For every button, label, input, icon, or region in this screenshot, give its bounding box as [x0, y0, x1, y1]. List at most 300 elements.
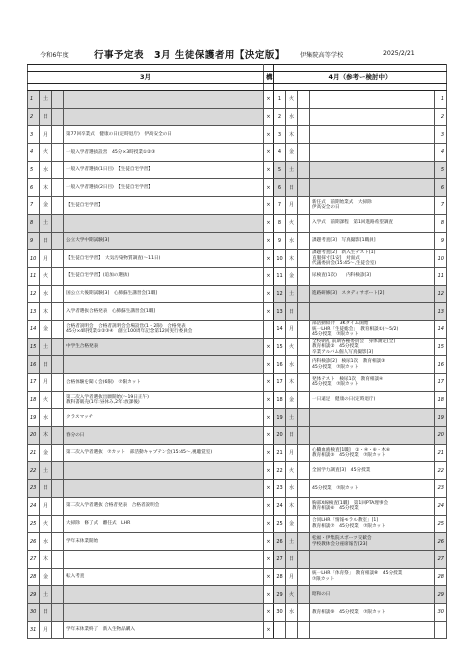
march-day-number: 5: [28, 161, 40, 179]
schedule-row: [28, 250, 447, 268]
april-weekday: 月: [286, 320, 298, 338]
april-day-number: 6: [274, 179, 286, 197]
march-spacer: [52, 144, 64, 162]
april-weekday: 金: [286, 515, 298, 533]
april-event: 松福・伊集院スポーツ交歓会 学校教休会分座席報告[23]: [310, 533, 435, 551]
april-weekday: 水: [286, 108, 298, 126]
april-spacer: [298, 250, 310, 268]
school-name: 伊集院高等学校: [300, 52, 344, 59]
april-spacer: [298, 515, 310, 533]
april-event: [310, 91, 435, 109]
march-weekday: 土: [40, 462, 52, 480]
march-event: 一般入学者選抜(2日目) 【生徒自宅学習】: [64, 179, 264, 197]
april-spacer: [298, 533, 310, 551]
availability-mark: ×: [264, 409, 274, 427]
march-event: 合格体験を聞く会(6限) ⑦限カット: [64, 374, 264, 392]
april-spacer: [298, 214, 310, 232]
april-day-number-right: 1: [435, 91, 447, 109]
schedule-row: [28, 427, 447, 445]
april-event: [310, 126, 435, 144]
april-event: 胸部X線検査[1職] 第1回PTA理事会 教育相談⑥ 45分授業: [310, 497, 435, 515]
availability-mark: ×: [264, 550, 274, 568]
april-spacer: [298, 480, 310, 498]
april-day-number: 10: [274, 250, 286, 268]
march-spacer: [52, 480, 64, 498]
april-event: 内科検診[2] 検尿1次 教育相談③ 45分授業 ⑦限カット: [310, 356, 435, 374]
schedule-row: [28, 179, 447, 197]
april-event: [310, 550, 435, 568]
availability-mark: ×: [264, 480, 274, 498]
availability-mark: ×: [264, 91, 274, 109]
march-weekday: 金: [40, 444, 52, 462]
april-day-number-right: 12: [435, 285, 447, 303]
april-day-number: 2: [274, 108, 286, 126]
april-event: 全校朝礼 前期各種委員会 身体測定[全] 教育相談② 45分授業 卒業アルバム個人写真撮影[3]: [310, 338, 435, 356]
schedule-row: [28, 568, 447, 586]
march-weekday: 火: [40, 515, 52, 533]
march-spacer: [52, 320, 64, 338]
march-day-number: 9: [28, 232, 40, 250]
april-day-number-right: 30: [435, 603, 447, 621]
schedule-row: [28, 497, 447, 515]
april-weekday: 水: [286, 480, 298, 498]
sub-gap-row: [28, 84, 447, 91]
april-day-number-right: [435, 621, 447, 639]
march-event: [64, 603, 264, 621]
schedule-row: [28, 374, 447, 392]
march-weekday: 金: [40, 197, 52, 215]
april-event: 課題考査[3] 写真撮影[1職員]: [310, 232, 435, 250]
april-event: [310, 427, 435, 445]
march-day-number: 2: [28, 108, 40, 126]
availability-mark: ×: [264, 161, 274, 179]
april-day-number-right: 18: [435, 391, 447, 409]
march-event: 一般入学者選抜設営 45分×3時授業①②③: [64, 144, 264, 162]
march-event: 公立大学中期試験[3]: [64, 232, 264, 250]
april-day-number: 19: [274, 409, 286, 427]
march-day-number: 23: [28, 480, 40, 498]
april-spacer: [298, 285, 310, 303]
march-day-number: 27: [28, 550, 40, 568]
april-day-number-right: 28: [435, 568, 447, 586]
march-spacer: [52, 515, 64, 533]
april-weekday: 木: [286, 126, 298, 144]
april-event: [310, 409, 435, 427]
availability-mark: ×: [264, 586, 274, 604]
april-day-number-right: 26: [435, 533, 447, 551]
availability-mark: ×: [264, 391, 274, 409]
march-spacer: [52, 356, 64, 374]
april-event: 統一LHR「体育祭」 教育相談⑧ 45分授業 ⑦限カット: [310, 568, 435, 586]
schedule-row: [28, 197, 447, 215]
march-spacer: [52, 197, 64, 215]
march-event: [64, 550, 264, 568]
april-weekday: 火: [286, 462, 298, 480]
april-day-number: [274, 621, 286, 639]
april-weekday: 土: [286, 161, 298, 179]
april-weekday: 土: [286, 285, 298, 303]
march-day-number: 26: [28, 533, 40, 551]
march-event: [64, 586, 264, 604]
march-event: 学年末休業開始: [64, 533, 264, 551]
schedule-row: [28, 409, 447, 427]
march-day-number: 17: [28, 374, 40, 392]
march-event: 大掃除 修了式 離任式 LHR: [64, 515, 264, 533]
march-day-number: 21: [28, 444, 40, 462]
march-day-number: 12: [28, 285, 40, 303]
april-day-number-right: 13: [435, 303, 447, 321]
april-weekday: 火: [286, 91, 298, 109]
availability-mark: ×: [264, 179, 274, 197]
april-spacer: [298, 374, 310, 392]
april-spacer: [298, 179, 310, 197]
march-weekday: 土: [40, 338, 52, 356]
schedule-row: [28, 91, 447, 109]
march-day-number: 13: [28, 303, 40, 321]
availability-mark: ×: [264, 356, 274, 374]
mid-column-header: 構: [264, 72, 274, 84]
march-header: 3月: [28, 72, 264, 84]
schedule-row: [28, 232, 447, 250]
march-day-number: 3: [28, 126, 40, 144]
availability-mark: [264, 320, 274, 338]
march-spacer: [52, 161, 64, 179]
availability-mark: ×: [264, 250, 274, 268]
availability-mark: ×: [264, 232, 274, 250]
availability-mark: ×: [264, 126, 274, 144]
april-spacer: [298, 91, 310, 109]
april-event: 心臓血液検査[1職] ①・④・⑥・木⑥ 教育相談⑤ 45分授業 ⑦限カット: [310, 444, 435, 462]
march-weekday: 月: [40, 374, 52, 392]
march-weekday: 月: [40, 126, 52, 144]
march-weekday: 金: [40, 320, 52, 338]
april-event: 一日遠足 健康の日(定時退庁): [310, 391, 435, 409]
march-day-number: 20: [28, 427, 40, 445]
april-day-number-right: 17: [435, 374, 447, 392]
march-weekday: 月: [40, 621, 52, 639]
march-day-number: 30: [28, 603, 40, 621]
april-spacer: [298, 497, 310, 515]
march-spacer: [52, 427, 64, 445]
march-weekday: 水: [40, 533, 52, 551]
march-spacer: [52, 338, 64, 356]
march-spacer: [52, 374, 64, 392]
april-day-number: 9: [274, 232, 286, 250]
march-day-number: 4: [28, 144, 40, 162]
april-spacer: [298, 161, 310, 179]
march-event: 中学生合格発表: [64, 338, 264, 356]
march-weekday: 金: [40, 568, 52, 586]
april-weekday: 火: [286, 586, 298, 604]
april-spacer: [298, 568, 310, 586]
april-event: 進路研修[3] スタディサポート[2]: [310, 285, 435, 303]
april-spacer: [298, 197, 310, 215]
april-day-number: 17: [274, 374, 286, 392]
march-spacer: [52, 232, 64, 250]
april-weekday: 木: [286, 250, 298, 268]
april-event: 尿検査(1次) 内科検診[3]: [310, 267, 435, 285]
april-spacer: [298, 391, 310, 409]
april-event: 部活動紹介 3Kタイム開始 統一LHR「生徒総会」 教育相談①(～5/2) 45分授業 ⑦限カット: [310, 320, 435, 338]
april-spacer: [298, 338, 310, 356]
april-day-number: 5: [274, 161, 286, 179]
april-event: 入学式 前期課程 第1回進路希望調査: [310, 214, 435, 232]
april-day-number: 27: [274, 550, 286, 568]
march-weekday: 水: [40, 409, 52, 427]
march-event: [64, 91, 264, 109]
april-weekday: 金: [286, 391, 298, 409]
april-spacer: [298, 621, 310, 639]
april-day-number: 13: [274, 303, 286, 321]
april-day-number: 12: [274, 285, 286, 303]
april-spacer: [298, 108, 310, 126]
april-day-number: 28: [274, 568, 286, 586]
schedule-row: [28, 320, 447, 338]
march-spacer: [52, 303, 64, 321]
schedule-row: [28, 550, 447, 568]
schedule-row: [28, 285, 447, 303]
availability-mark: ×: [264, 497, 274, 515]
march-event: 春分の日: [64, 427, 264, 445]
march-spacer: [52, 91, 64, 109]
march-weekday: 月: [40, 250, 52, 268]
april-day-number-right: 2: [435, 108, 447, 126]
april-weekday: 日: [286, 550, 298, 568]
march-weekday: 木: [40, 179, 52, 197]
schedule-row: [28, 533, 447, 551]
march-weekday: 日: [40, 356, 52, 374]
availability-mark: ×: [264, 568, 274, 586]
april-weekday: 火: [286, 338, 298, 356]
april-day-number-right: 27: [435, 550, 447, 568]
march-weekday: 木: [40, 550, 52, 568]
april-weekday: 日: [286, 303, 298, 321]
april-spacer: [298, 232, 310, 250]
april-weekday: 金: [286, 267, 298, 285]
schedule-row: [28, 603, 447, 621]
march-spacer: [52, 586, 64, 604]
april-day-number-right: 9: [435, 232, 447, 250]
april-spacer: [298, 320, 310, 338]
march-day-number: 16: [28, 356, 40, 374]
april-day-number-right: 7: [435, 197, 447, 215]
march-day-number: 14: [28, 320, 40, 338]
schedule-row: [28, 161, 447, 179]
march-day-number: 31: [28, 621, 40, 639]
april-day-number-right: 11: [435, 267, 447, 285]
april-weekday: 木: [286, 497, 298, 515]
april-day-number-right: 24: [435, 497, 447, 515]
availability-mark: ×: [264, 374, 274, 392]
availability-mark: ×: [264, 267, 274, 285]
april-day-number-right: 8: [435, 214, 447, 232]
march-spacer: [52, 603, 64, 621]
availability-mark: ×: [264, 533, 274, 551]
march-event: クラスマッチ: [64, 409, 264, 427]
top-gap-row: [28, 65, 447, 72]
april-weekday: 月: [286, 444, 298, 462]
april-weekday: 水: [286, 232, 298, 250]
schedule-row: [28, 391, 447, 409]
april-spacer: [298, 550, 310, 568]
issue-date: 2025/2/21: [383, 50, 415, 57]
availability-mark: ×: [264, 197, 274, 215]
availability-mark: ×: [264, 285, 274, 303]
april-day-number-right: 20: [435, 427, 447, 445]
april-day-number: 4: [274, 144, 286, 162]
april-day-number-right: 5: [435, 161, 447, 179]
april-day-number-right: 19: [435, 409, 447, 427]
availability-mark: ×: [264, 144, 274, 162]
april-day-number-right: 25: [435, 515, 447, 533]
march-event: 【生徒自宅学習】(追加の選抜): [64, 267, 264, 285]
march-weekday: 土: [40, 586, 52, 604]
march-day-number: 6: [28, 179, 40, 197]
schedule-row: [28, 338, 447, 356]
april-weekday: 木: [286, 374, 298, 392]
march-day-number: 18: [28, 391, 40, 409]
march-spacer: [52, 250, 64, 268]
march-spacer: [52, 444, 64, 462]
march-day-number: 11: [28, 267, 40, 285]
april-day-number-right: 3: [435, 126, 447, 144]
schedule-row: [28, 356, 447, 374]
april-event: [310, 108, 435, 126]
april-day-number-right: 21: [435, 444, 447, 462]
march-day-number: 1: [28, 91, 40, 109]
april-day-number: 30: [274, 603, 286, 621]
april-weekday: 日: [286, 427, 298, 445]
march-weekday: 火: [40, 267, 52, 285]
april-day-number-right: 15: [435, 338, 447, 356]
fiscal-year-label: 令和6年度: [40, 52, 69, 59]
april-day-number-right: 10: [435, 250, 447, 268]
document-title: 行事予定表 3月 生徒保護者用【決定版】: [94, 50, 285, 61]
april-weekday: 土: [286, 533, 298, 551]
month-header-row: [28, 72, 447, 84]
march-weekday: 水: [40, 285, 52, 303]
april-day-number: 21: [274, 444, 286, 462]
march-spacer: [52, 214, 64, 232]
march-spacer: [52, 409, 64, 427]
april-day-number: 1: [274, 91, 286, 109]
april-event: 合同LHR「情報モラル教室」[1] 教育相談⑦ 45分授業 ⑦限カット: [310, 515, 435, 533]
march-spacer: [52, 621, 64, 639]
schedule-row: [28, 480, 447, 498]
april-spacer: [298, 462, 310, 480]
march-event: [64, 108, 264, 126]
page-header: [0, 46, 474, 62]
march-weekday: 日: [40, 232, 52, 250]
march-weekday: 土: [40, 91, 52, 109]
march-event: 【生徒自宅学習】: [64, 197, 264, 215]
march-weekday: 火: [40, 391, 52, 409]
schedule-row: [28, 108, 447, 126]
april-weekday: 水: [286, 356, 298, 374]
march-event: 入学者選抜合格発表 心肺蘇生講習会[1職]: [64, 303, 264, 321]
march-day-number: 7: [28, 197, 40, 215]
april-day-number-right: 4: [435, 144, 447, 162]
april-day-number: 24: [274, 497, 286, 515]
april-event: 新任式 前期始業式 大掃除 伊高安全の日: [310, 197, 435, 215]
march-weekday: 月: [40, 497, 52, 515]
april-day-number: 26: [274, 533, 286, 551]
availability-mark: ×: [264, 338, 274, 356]
april-weekday: 水: [286, 603, 298, 621]
march-day-number: 8: [28, 214, 40, 232]
april-weekday: 火: [286, 214, 298, 232]
april-event: 発体テスト 検尿1次 教育相談④ 45分授業 ⑦限カット: [310, 374, 435, 392]
schedule-row: [28, 444, 447, 462]
march-spacer: [52, 497, 64, 515]
availability-mark: ×: [264, 603, 274, 621]
march-spacer: [52, 285, 64, 303]
april-day-number: 11: [274, 267, 286, 285]
march-spacer: [52, 568, 64, 586]
april-day-number-right: 6: [435, 179, 447, 197]
april-header: 4月（参考ー検討中）: [274, 72, 447, 84]
april-spacer: [298, 603, 310, 621]
april-spacer: [298, 586, 310, 604]
april-day-number: 16: [274, 356, 286, 374]
april-day-number-right: 16: [435, 356, 447, 374]
availability-mark: ×: [264, 515, 274, 533]
march-event: 第二次入学者選抜 ⑦カット 部活動キャプテン会(15:45～,視聴覚室): [64, 444, 264, 462]
march-event: 転入考査: [64, 568, 264, 586]
schedule-row: [28, 621, 447, 639]
april-day-number-right: 14: [435, 320, 447, 338]
march-event: 第77回卒業式 健康の日(定時退庁) 伊高安全の日: [64, 126, 264, 144]
march-day-number: 29: [28, 586, 40, 604]
march-spacer: [52, 391, 64, 409]
availability-mark: ×: [264, 444, 274, 462]
april-weekday: 月: [286, 568, 298, 586]
march-weekday: 木: [40, 303, 52, 321]
march-spacer: [52, 267, 64, 285]
april-day-number: 29: [274, 586, 286, 604]
april-weekday: 土: [286, 409, 298, 427]
schedule-row: [28, 462, 447, 480]
schedule-row: [28, 267, 447, 285]
april-weekday: 金: [286, 144, 298, 162]
april-event: [310, 621, 435, 639]
april-spacer: [298, 303, 310, 321]
schedule-row: [28, 144, 447, 162]
march-day-number: 22: [28, 462, 40, 480]
april-day-number: 3: [274, 126, 286, 144]
march-event: 【生徒自宅学習】 大気汚染物質調査(～11日): [64, 250, 264, 268]
april-spacer: [298, 427, 310, 445]
april-day-number: 14: [274, 320, 286, 338]
march-day-number: 10: [28, 250, 40, 268]
march-spacer: [52, 108, 64, 126]
april-spacer: [298, 356, 310, 374]
march-day-number: 15: [28, 338, 40, 356]
march-weekday: 土: [40, 214, 52, 232]
march-event: 第二次入学者選抜 合格者発表 合格者説明会: [64, 497, 264, 515]
april-event: 昭和の日: [310, 586, 435, 604]
march-day-number: 24: [28, 497, 40, 515]
april-day-number: 22: [274, 462, 286, 480]
april-event: [310, 303, 435, 321]
april-day-number-right: 23: [435, 480, 447, 498]
april-event: [310, 144, 435, 162]
april-day-number: 8: [274, 214, 286, 232]
march-event: 学年末休業終了 新入生物品購入: [64, 621, 264, 639]
march-weekday: 水: [40, 161, 52, 179]
march-event: [64, 214, 264, 232]
april-event: 教育相談⑨ 45分授業 ⑦限カット: [310, 603, 435, 621]
